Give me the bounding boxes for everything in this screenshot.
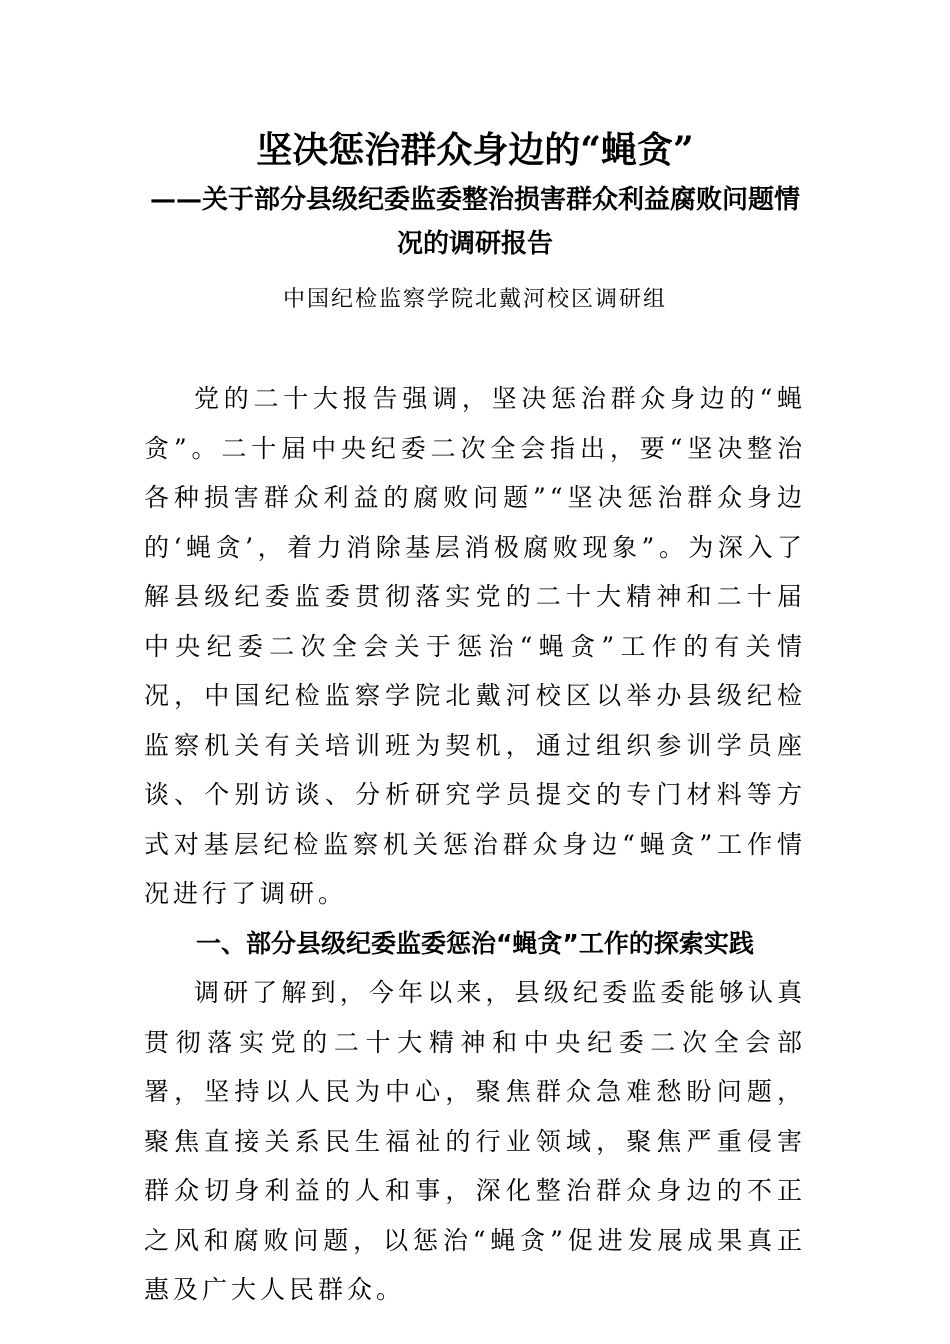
- document-body: [144, 374, 806, 1315]
- document-title: 坚决惩治群众身边的“蝇贪”: [256, 129, 694, 171]
- document-author: 中国纪检监察学院北戴河校区调研组: [282, 287, 667, 312]
- document-subtitle: ——关于部分县级纪委监委整治损害群众利益腐败问题情况的调研报告: [149, 185, 800, 259]
- body-paragraph-1: 党的二十大报告强调，坚决惩治群众身边的“蝇贪”。二十届中央纪委二次全会指出，要“坚决整治各种损害群众利益的腐败问题”“坚决惩治群众身边的‘蝇贪’，着力消除基层消极腐败现象”。为深入了解县级纪委监委贯彻落实党的二十大精神和二十届中央纪委二次全会关于惩治“蝇贪”工作的有关情况，中国纪检监察学院北戴河校区以举办县级纪检监察机关有关培训班为契机，通过组织参训学员座谈、个别访谈、分析研究学员提交的专门材料等方式对基层纪检监察机关惩治群众身边“蝇贪”工作情况进行了调研。: [144, 384, 806, 908]
- section-heading-1: 一、部分县级纪委监委惩治“蝇贪”工作的探索实践: [196, 928, 754, 958]
- body-paragraph-2: 调研了解到，今年以来，县级纪委监委能够认真贯彻落实党的二十大精神和中央纪委二次全会部署，坚持以人民为中心，聚焦群众急难愁盼问题，聚焦直接关系民生福祉的行业领域，聚焦严重侵害群众切身利益的人和事，深化整治群众身边的不正之风和腐败问题，以惩治“蝇贪”促进发展成果真正惠及广大人民群众。: [144, 978, 806, 1304]
